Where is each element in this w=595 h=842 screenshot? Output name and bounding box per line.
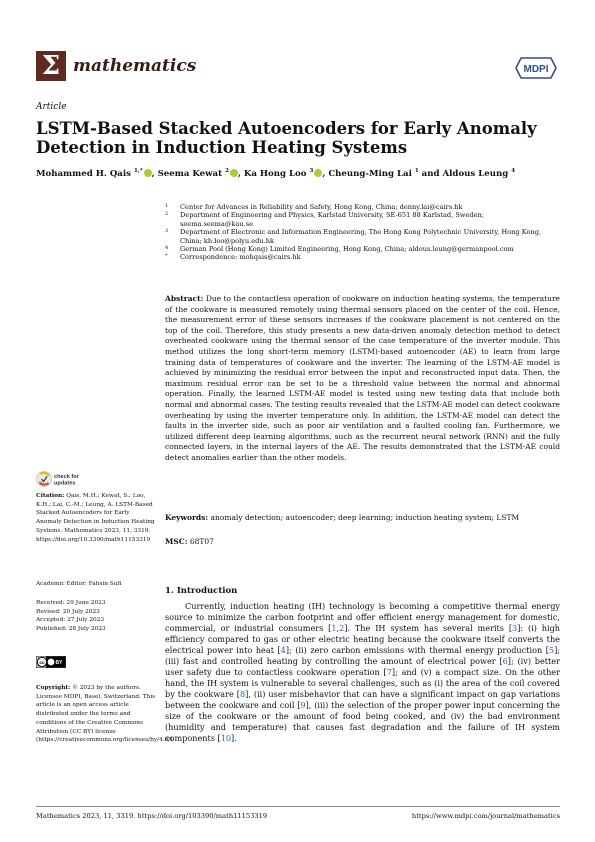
- copyright: [36, 684, 175, 745]
- mdpi-logo: [515, 56, 557, 80]
- svg-text:cc: cc: [39, 660, 45, 666]
- citation-label: Citation:: [36, 493, 65, 499]
- abstract: [165, 294, 560, 464]
- paragraph-text: ].: [231, 733, 237, 743]
- affiliation-text: Correspondence: mohqais@cairs.hk: [180, 253, 301, 262]
- citation-link[interactable]: 7: [386, 667, 392, 677]
- affiliation-mark: 2: [165, 211, 169, 218]
- paragraph-text: ]; (ii) zero carbon emissions with thermal energy production [: [285, 645, 549, 655]
- affiliation-item: [165, 203, 555, 211]
- paragraph-text: ,: [336, 623, 340, 633]
- affiliation-item: [165, 228, 555, 245]
- citation: [36, 492, 156, 544]
- paragraph-text: ]. The IH system has several merits [: [344, 623, 513, 633]
- orcid-icon[interactable]: [230, 169, 238, 177]
- journal-logo: Σ: [36, 51, 66, 81]
- affiliation-item: [165, 211, 555, 228]
- citation-link[interactable]: 10: [220, 733, 232, 743]
- journal-name: mathematics: [73, 56, 197, 76]
- msc-text: 68T07: [189, 537, 214, 546]
- footer-journal-url[interactable]: https://www.mdpi.com/journal/mathematics: [411, 812, 560, 820]
- abstract-text: Due to the contactless operation of cookware on induction heating systems, the temperature of the cookware is measured remotely using thermal sensors placed on the center of the coil. Hence, the measurement error of these sensors increases if the cookware placement is not centered on the top of the coil. Therefore, this study presents a new data-driven anomaly detection method to detect overheated cookware using the thermal sensor of the case temperature of the inverter module. This method utilizes the long short-term memory (LSTM)-based autoencoder (AE) to learn from large training data of temperatures of cookware and the inverter. The learning of the LSTM-AE model is achieved by minimizing the residual error between the input and reconstructed input data. Then, the maximum residual error can be set to be a threshold value between the normal and abnormal operation. Finally, the learned LSTM-AE model is tested using new testing data that include both normal and abnormal cases. The testing results revealed that the LSTM-AE model can detect cookware overheating by using the inverter temperature only. In addition, the LSTM-AE model can detect the faults in the inverter side, such as poor air ventilation and a faulted cooling fan. Furthermore, we utilized different deep learning algorithms, such as the recurrent neural network (RNN) and the fully connected layers, in the internal layers of the AE. The results demonstrated that the LSTM-AE could detect anomalies earlier than the other models.: [165, 294, 561, 462]
- author-affil-mark: 4: [511, 168, 516, 174]
- author-list: Mohammed H. Qais $^{1,*}$ , Seema Kewat $^2$ , Ka Hong Loo $^3$ , Cheung-Ming Lai $^1$ and Aldous Leung $^4$: [36, 168, 516, 179]
- orcid-icon[interactable]: [144, 169, 152, 177]
- author-affil-mark: 1,*: [133, 168, 143, 174]
- keywords: [165, 513, 560, 522]
- keywords-text: anomaly detection; autoencoder; deep learning; induction heating system; LSTM: [210, 513, 520, 522]
- copyright-label: Copyright:: [36, 685, 71, 691]
- affiliation-text: German Pool (Hong Kong) Limited Engineering, Hong Kong, China; aldous.leung@germanpool.com: [180, 245, 514, 254]
- date-item: Accepted: 27 July 2023: [36, 617, 105, 624]
- copyright-text: © 2023 by the authors. Licensee MDPI, Basel, Switzerland. This article is an open access article distributed under the terms and conditions of the Creative Commons Attribution (CC BY) license (https://creativecommons.org/licenses/by/4.0/).: [36, 685, 175, 744]
- paragraph-text: ], (iii) the selection of the proper power input concerning the size of the cookware or the amount of food being cooked, and (iv) the bad environment (humidity and temperature) that causes fast degradation and the failure of IH system components [: [165, 700, 560, 743]
- svg-text:MDPI: MDPI: [523, 64, 549, 75]
- section-heading: 1. Introduction: [165, 586, 238, 596]
- author-name: Mohammed H. Qais: [36, 168, 134, 179]
- citation-link[interactable]: 6: [502, 656, 508, 666]
- author-name: Seema Kewat: [157, 168, 226, 179]
- date-item: Revised: 20 July 2023: [36, 608, 100, 615]
- check-label-1: check for: [54, 474, 79, 480]
- affiliation-mark: 3: [165, 228, 169, 235]
- msc: [165, 537, 560, 546]
- affiliation-item: [165, 245, 555, 253]
- cc-by-license-icon[interactable]: [36, 656, 66, 668]
- citation-link[interactable]: 2: [339, 623, 345, 633]
- citation-link[interactable]: 4: [280, 645, 286, 655]
- affiliation-text: Department of Electronic and Information Engineering, The Hong Kong Polytechnic University, Hong Kong, China; kh.loo@polyu.edu.hk: [180, 228, 542, 245]
- paragraph-text: Currently, induction heating (IH) technology is becoming a competitive thermal energy source to minimize the carbon footprint and offer efficient energy management for domestic, commercial, or industrial consumers [: [165, 601, 560, 633]
- paragraph-text: ]; (iv) better user safety due to contactless cookware operation [: [165, 656, 560, 677]
- citation-link[interactable]: 1: [331, 623, 337, 633]
- affiliations: [165, 203, 555, 262]
- paragraph-text: ], (ii) user misbehavior that can have a significant impact on gap variations between the cookware and coil [: [165, 689, 561, 710]
- citation-link[interactable]: 3: [512, 623, 518, 633]
- author-affil-mark: 3: [309, 168, 314, 174]
- date-item: Received: 29 June 2023: [36, 600, 106, 606]
- dates: [36, 599, 156, 634]
- author-affil-mark: 2: [225, 168, 229, 174]
- citation-link[interactable]: 5: [548, 645, 555, 655]
- date-item: Published: 28 July 2023: [36, 626, 106, 633]
- author-affil-mark: 1: [414, 168, 419, 174]
- affiliation-mark: 1: [165, 203, 169, 209]
- citation-link[interactable]: 9: [300, 700, 306, 710]
- introduction-text: [165, 601, 560, 744]
- footer-citation: Mathematics 2023, 11, 3319. https://doi.org/103390/math11153319: [36, 812, 268, 820]
- affiliation-mark: 4: [165, 245, 169, 252]
- svg-text:BY: BY: [55, 660, 63, 666]
- article-title: LSTM-Based Stacked Autoencoders for Early Anomaly Detection in Induction Heating Systems: [36, 119, 537, 157]
- footer-divider: [36, 806, 560, 807]
- author-name: Ka Hong Loo: [243, 168, 310, 179]
- affiliation-mark: *: [165, 253, 168, 260]
- check-label-2: updates: [54, 480, 76, 487]
- citation-link[interactable]: 8: [239, 689, 246, 699]
- citation-text: Qais, M.H.; Kewat, S.; Loo, K.H.; Lai, C.-M.; Leung, A. LSTM-Based Stacked Autoencoders for Early Anomaly Detection in Induction Heating Systems. Mathematics 2023, 11, 3319. https://doi.org/10.3390/math11153319: [36, 493, 155, 543]
- affiliation-item: [165, 253, 555, 261]
- abstract-label: Abstract:: [165, 294, 204, 303]
- affiliation-text: Center for Advances in Reliability and Safety, Hong Kong, China; denny.lai@cairs.hk: [180, 203, 463, 211]
- article-type: Article: [36, 102, 67, 112]
- check-for-updates-badge[interactable]: [36, 469, 96, 489]
- author-name: Cheung-Ming Lai: [328, 168, 415, 179]
- author-name: Aldous Leung: [442, 168, 512, 179]
- keywords-label: Keywords:: [165, 513, 209, 522]
- orcid-icon[interactable]: [314, 169, 322, 177]
- paragraph-text: ]; and (v) a compact size. On the other hand, the IH system is vulnerable to several challenges, such as (i) the area of the coil covered by the cookware [: [165, 667, 561, 699]
- paragraph-text: ]; (iii) fast and controlled heating by controlling the amount of electrical power [: [165, 645, 560, 666]
- affiliation-text: Department of Engineering and Physics, Karlstad University, SE-651 88 Karlstad, Sweden; seema.seema@kau.se: [180, 211, 484, 228]
- paragraph-text: ]: (i) high efficiency compared to gas or other electric heating because the cookware itself converts the electrical power into heat [: [165, 623, 561, 655]
- academic-editor: Academic Editor: Fahsin Sufi: [36, 581, 122, 587]
- msc-label: MSC:: [165, 537, 188, 546]
